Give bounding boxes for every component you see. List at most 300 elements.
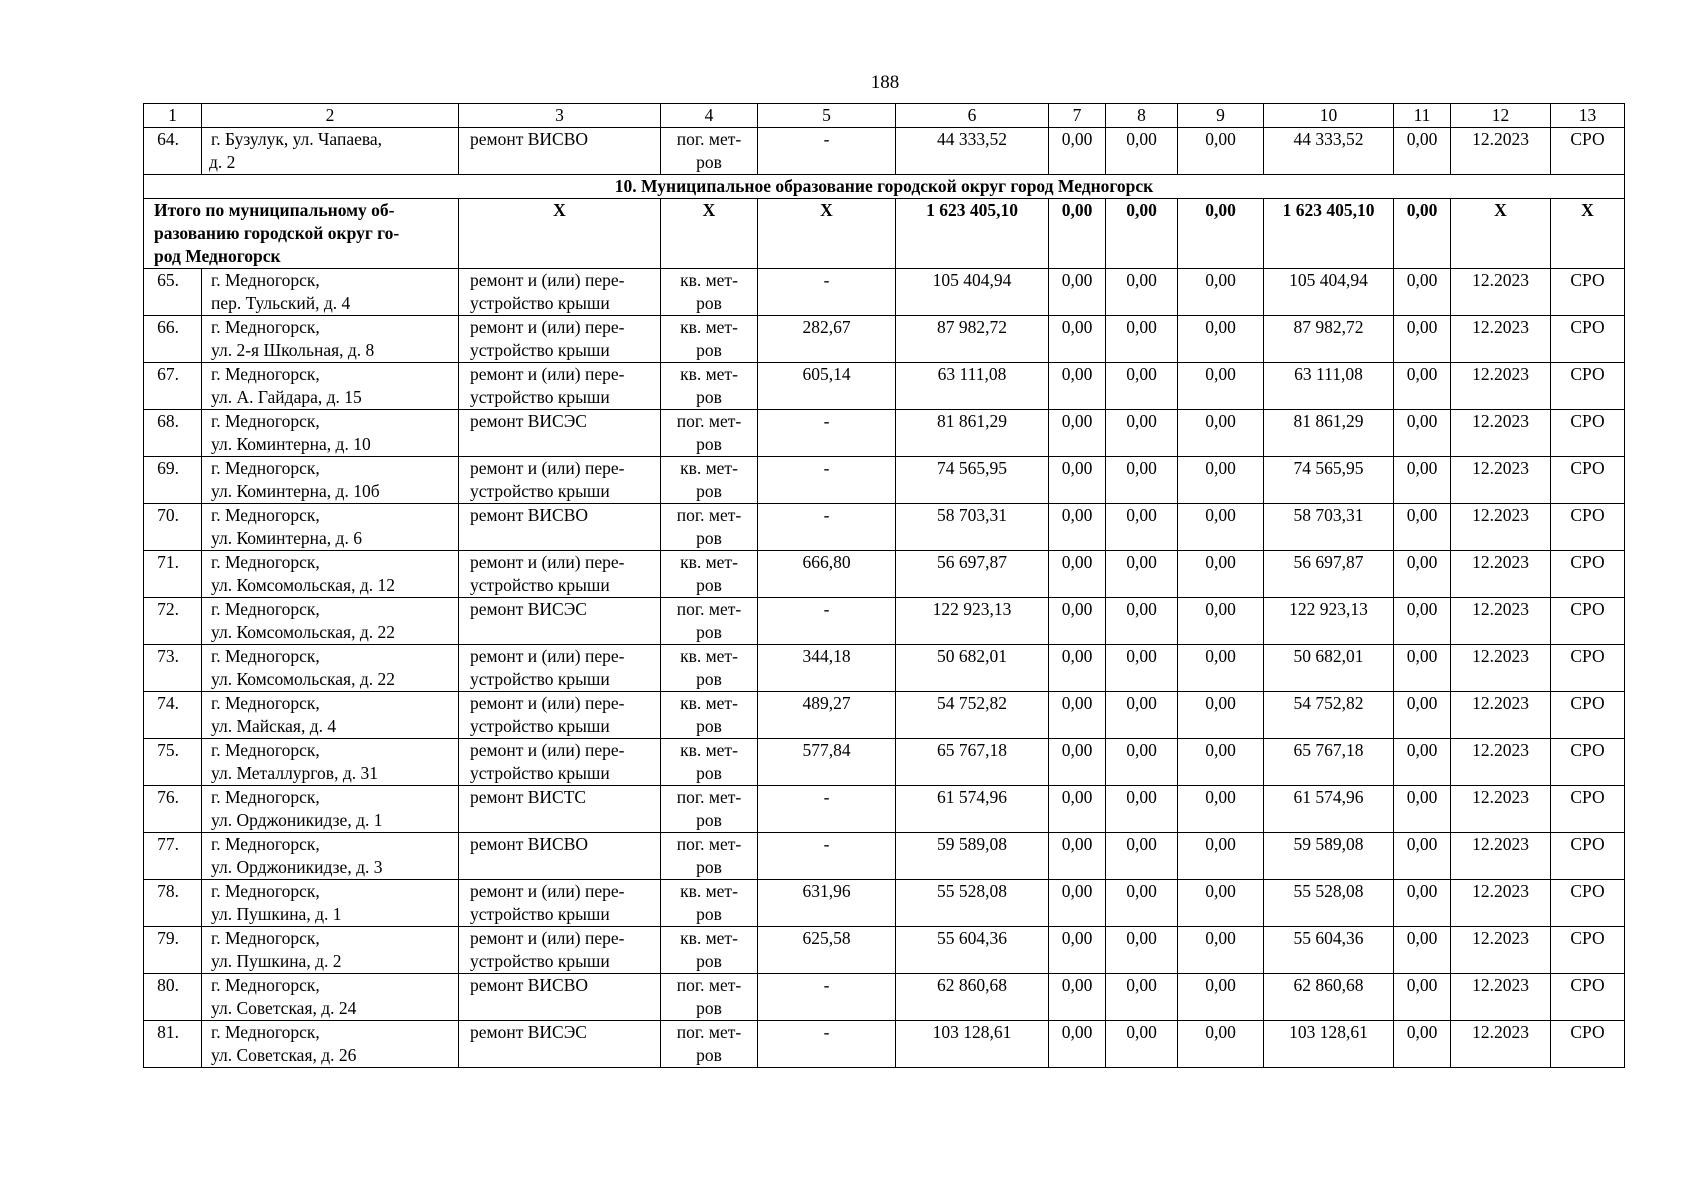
address-cell — [202, 739, 459, 786]
method-cell: СРО — [1551, 504, 1625, 551]
unit-cell — [661, 410, 758, 457]
value-cell: 0,00 — [1394, 833, 1451, 880]
row-number: 65. — [144, 269, 202, 316]
value-cell: 0,00 — [1049, 974, 1106, 1021]
method-cell: СРО — [1551, 786, 1625, 833]
total-label-line-1: Итого по муниципальному об- — [154, 200, 395, 220]
value-cell: 0,00 — [1049, 1021, 1106, 1068]
column-number-row — [144, 104, 1625, 128]
unit-line-2: ров — [696, 716, 722, 736]
row-number: 67. — [144, 363, 202, 410]
address-cell — [202, 786, 459, 833]
value-cell: 0,00 — [1106, 269, 1178, 316]
unit-line-2: ров — [696, 434, 722, 454]
method-cell: СРО — [1551, 457, 1625, 504]
method-cell: СРО — [1551, 316, 1625, 363]
method-cell: СРО — [1551, 692, 1625, 739]
work-type-line-2: устройство крыши — [470, 387, 610, 407]
value-cell: 0,00 — [1178, 833, 1264, 880]
work-type-cell — [459, 692, 661, 739]
work-type-line-1: ремонт и (или) пере- — [470, 740, 625, 760]
volume-cell: 489,27 — [758, 692, 896, 739]
work-type-line-1: ремонт и (или) пере- — [470, 317, 625, 337]
unit-line-1: пог. мет- — [676, 975, 742, 995]
value-cell: 0,00 — [1178, 1021, 1264, 1068]
value-cell: 0,00 — [1049, 880, 1106, 927]
volume-cell: 282,67 — [758, 316, 896, 363]
page-number: 188 — [870, 72, 900, 93]
value-cell: 0,00 — [1394, 128, 1451, 175]
total-cost-cell: 103 128,61 — [896, 1021, 1049, 1068]
value-cell: 0,00 — [1178, 504, 1264, 551]
value-cell: 0,00 — [1394, 927, 1451, 974]
address-line-1: г. Медногорск, — [211, 928, 320, 948]
owner-funds-cell: 63 111,08 — [1264, 363, 1394, 410]
address-line-1: г. Медногорск, — [211, 787, 320, 807]
column-number: 6 — [896, 104, 1049, 128]
address-cell — [202, 645, 459, 692]
total-label — [144, 199, 459, 269]
column-number: 11 — [1394, 104, 1451, 128]
unit-line-1: пог. мет- — [676, 1022, 742, 1042]
work-type-cell — [459, 410, 661, 457]
value-cell: 0,00 — [1394, 974, 1451, 1021]
row-number: 81. — [144, 1021, 202, 1068]
unit-line-2: ров — [696, 575, 722, 595]
unit-cell — [661, 739, 758, 786]
section-title: 10. Муниципальное образование городской округ город Медногорск — [144, 175, 1625, 199]
value-cell: 0,00 — [1106, 363, 1178, 410]
unit-line-2: ров — [696, 481, 722, 501]
method-cell: СРО — [1551, 1021, 1625, 1068]
unit-cell — [661, 880, 758, 927]
work-type-line-1: ремонт и (или) пере- — [470, 552, 625, 572]
deadline-cell: 12.2023 — [1451, 457, 1551, 504]
deadline-cell: 12.2023 — [1451, 269, 1551, 316]
deadline-cell: 12.2023 — [1451, 363, 1551, 410]
work-type-cell — [459, 880, 661, 927]
method-cell: СРО — [1551, 880, 1625, 927]
total-cost-cell: 56 697,87 — [896, 551, 1049, 598]
address-line-2: ул. Коминтерна, д. 10 — [211, 434, 371, 454]
address-line-2: ул. Орджоникидзе, д. 3 — [211, 857, 383, 877]
address-line-2: ул. Советская, д. 24 — [211, 998, 357, 1018]
address-line-2: ул. Пушкина, д. 1 — [211, 904, 342, 924]
value-cell: 0,00 — [1178, 880, 1264, 927]
address-line-1: г. Медногорск, — [211, 740, 320, 760]
value-cell: 0,00 — [1049, 457, 1106, 504]
row-number: 68. — [144, 410, 202, 457]
table-row — [144, 316, 1625, 363]
volume-cell: - — [758, 457, 896, 504]
address-cell — [202, 598, 459, 645]
owner-funds-cell: 56 697,87 — [1264, 551, 1394, 598]
total-cost-cell: 65 767,18 — [896, 739, 1049, 786]
address-cell — [202, 504, 459, 551]
work-type-line-1: ремонт ВИСТС — [470, 787, 587, 807]
total-value: 0,00 — [1178, 199, 1264, 269]
work-type-cell — [459, 739, 661, 786]
total-cost-cell: 105 404,94 — [896, 269, 1049, 316]
unit-cell — [661, 128, 758, 175]
deadline-cell: 12.2023 — [1451, 316, 1551, 363]
deadline-cell: 12.2023 — [1451, 833, 1551, 880]
unit-line-1: кв. мет- — [680, 693, 738, 713]
value-cell: 0,00 — [1106, 128, 1178, 175]
table-row — [144, 457, 1625, 504]
work-type-line-1: ремонт ВИСВО — [470, 129, 589, 149]
row-number: 76. — [144, 786, 202, 833]
address-line-2: ул. Коминтерна, д. 6 — [211, 528, 362, 548]
value-cell: 0,00 — [1049, 927, 1106, 974]
work-type-cell — [459, 363, 661, 410]
address-cell — [202, 927, 459, 974]
value-cell: 0,00 — [1106, 974, 1178, 1021]
unit-line-2: ров — [696, 998, 722, 1018]
address-cell — [202, 880, 459, 927]
unit-line-2: ров — [696, 622, 722, 642]
total-value: X — [1551, 199, 1625, 269]
work-type-line-2: устройство крыши — [470, 340, 610, 360]
address-line-1: г. Медногорск, — [211, 693, 320, 713]
value-cell: 0,00 — [1394, 551, 1451, 598]
unit-cell — [661, 598, 758, 645]
unit-line-1: кв. мет- — [680, 317, 738, 337]
deadline-cell: 12.2023 — [1451, 410, 1551, 457]
address-line-2: пер. Тульский, д. 4 — [211, 293, 351, 313]
work-type-line-1: ремонт ВИСВО — [470, 505, 589, 525]
total-cost-cell: 59 589,08 — [896, 833, 1049, 880]
deadline-cell: 12.2023 — [1451, 504, 1551, 551]
column-number: 4 — [661, 104, 758, 128]
value-cell: 0,00 — [1394, 786, 1451, 833]
work-type-line-2: устройство крыши — [470, 763, 610, 783]
address-line-1: г. Медногорск, — [211, 599, 320, 619]
unit-line-1: пог. мет- — [676, 505, 742, 525]
value-cell: 0,00 — [1394, 739, 1451, 786]
value-cell: 0,00 — [1049, 128, 1106, 175]
table-row — [144, 786, 1625, 833]
address-line-1: г. Медногорск, — [211, 505, 320, 525]
work-type-cell — [459, 786, 661, 833]
address-line-1: г. Медногорск, — [211, 1022, 320, 1042]
total-value: X — [758, 199, 896, 269]
total-cost-cell: 74 565,95 — [896, 457, 1049, 504]
work-type-line-1: ремонт ВИСЭС — [470, 411, 587, 431]
unit-line-2: ров — [696, 904, 722, 924]
value-cell: 0,00 — [1178, 692, 1264, 739]
deadline-cell: 12.2023 — [1451, 551, 1551, 598]
column-number: 5 — [758, 104, 896, 128]
address-line-1: г. Медногорск, — [211, 975, 320, 995]
address-cell — [202, 457, 459, 504]
work-type-cell — [459, 457, 661, 504]
value-cell: 0,00 — [1394, 316, 1451, 363]
address-cell — [202, 692, 459, 739]
value-cell: 0,00 — [1178, 410, 1264, 457]
value-cell: 0,00 — [1049, 551, 1106, 598]
method-cell: СРО — [1551, 739, 1625, 786]
owner-funds-cell: 62 860,68 — [1264, 974, 1394, 1021]
total-cost-cell: 81 861,29 — [896, 410, 1049, 457]
work-type-cell — [459, 598, 661, 645]
value-cell: 0,00 — [1049, 504, 1106, 551]
owner-funds-cell: 87 982,72 — [1264, 316, 1394, 363]
method-cell: СРО — [1551, 269, 1625, 316]
value-cell: 0,00 — [1178, 739, 1264, 786]
volume-cell: - — [758, 269, 896, 316]
unit-cell — [661, 927, 758, 974]
unit-cell — [661, 504, 758, 551]
value-cell: 0,00 — [1178, 645, 1264, 692]
value-cell: 0,00 — [1394, 504, 1451, 551]
value-cell: 0,00 — [1106, 504, 1178, 551]
method-cell: СРО — [1551, 974, 1625, 1021]
row-number: 77. — [144, 833, 202, 880]
volume-cell: - — [758, 1021, 896, 1068]
value-cell: 0,00 — [1049, 833, 1106, 880]
table-row — [144, 645, 1625, 692]
volume-cell: - — [758, 974, 896, 1021]
total-cost-cell: 62 860,68 — [896, 974, 1049, 1021]
value-cell: 0,00 — [1049, 598, 1106, 645]
value-cell: 0,00 — [1394, 692, 1451, 739]
work-type-cell — [459, 551, 661, 598]
deadline-cell: 12.2023 — [1451, 128, 1551, 175]
work-type-cell — [459, 269, 661, 316]
table-row — [144, 927, 1625, 974]
unit-cell — [661, 974, 758, 1021]
value-cell: 0,00 — [1178, 786, 1264, 833]
value-cell: 0,00 — [1178, 128, 1264, 175]
deadline-cell: 12.2023 — [1451, 692, 1551, 739]
value-cell: 0,00 — [1178, 927, 1264, 974]
method-cell: СРО — [1551, 128, 1625, 175]
unit-line-2: ров — [696, 340, 722, 360]
method-cell: СРО — [1551, 551, 1625, 598]
address-line-1: г. Медногорск, — [211, 317, 320, 337]
address-cell — [202, 316, 459, 363]
unit-line-2: ров — [696, 1045, 722, 1065]
table-row — [144, 269, 1625, 316]
address-line-2: ул. Комсомольская, д. 22 — [211, 622, 395, 642]
work-type-line-1: ремонт ВИСЭС — [470, 1022, 587, 1042]
value-cell: 0,00 — [1394, 457, 1451, 504]
row-number: 73. — [144, 645, 202, 692]
address-line-1: г. Медногорск, — [211, 552, 320, 572]
volume-cell: 631,96 — [758, 880, 896, 927]
table-row — [144, 974, 1625, 1021]
address-line-1: г. Медногорск, — [211, 411, 320, 431]
owner-funds-cell: 58 703,31 — [1264, 504, 1394, 551]
address-line-2: ул. Орджоникидзе, д. 1 — [211, 810, 383, 830]
value-cell: 0,00 — [1106, 880, 1178, 927]
volume-cell: - — [758, 128, 896, 175]
value-cell: 0,00 — [1178, 457, 1264, 504]
deadline-cell: 12.2023 — [1451, 974, 1551, 1021]
method-cell: СРО — [1551, 833, 1625, 880]
value-cell: 0,00 — [1049, 786, 1106, 833]
volume-cell: - — [758, 833, 896, 880]
value-cell: 0,00 — [1106, 645, 1178, 692]
total-value: 0,00 — [1394, 199, 1451, 269]
row-number: 72. — [144, 598, 202, 645]
total-owner-funds-sum: 1 623 405,10 — [1264, 199, 1394, 269]
value-cell: 0,00 — [1106, 927, 1178, 974]
unit-line-1: пог. мет- — [676, 599, 742, 619]
unit-line-2: ров — [696, 669, 722, 689]
table-row — [144, 833, 1625, 880]
owner-funds-cell: 61 574,96 — [1264, 786, 1394, 833]
unit-line-1: пог. мет- — [676, 411, 742, 431]
table-row — [144, 692, 1625, 739]
volume-cell: 577,84 — [758, 739, 896, 786]
value-cell: 0,00 — [1178, 551, 1264, 598]
work-type-cell — [459, 128, 661, 175]
column-number: 8 — [1106, 104, 1178, 128]
total-cost-cell: 54 752,82 — [896, 692, 1049, 739]
method-cell: СРО — [1551, 927, 1625, 974]
row-number: 66. — [144, 316, 202, 363]
unit-line-2: ров — [696, 387, 722, 407]
value-cell: 0,00 — [1394, 269, 1451, 316]
owner-funds-cell: 81 861,29 — [1264, 410, 1394, 457]
unit-cell — [661, 786, 758, 833]
unit-line-1: кв. мет- — [680, 646, 738, 666]
unit-cell — [661, 269, 758, 316]
address-cell — [202, 128, 459, 175]
work-type-line-2: устройство крыши — [470, 904, 610, 924]
work-type-line-1: ремонт и (или) пере- — [470, 646, 625, 666]
table-row — [144, 1021, 1625, 1068]
total-label-line-3: род Медногорск — [154, 246, 281, 266]
unit-line-1: кв. мет- — [680, 740, 738, 760]
method-cell: СРО — [1551, 645, 1625, 692]
total-row — [144, 199, 1625, 269]
address-line-1: г. Медногорск, — [211, 458, 320, 478]
row-number: 64. — [144, 128, 202, 175]
unit-cell — [661, 645, 758, 692]
work-type-line-2: устройство крыши — [470, 669, 610, 689]
address-cell — [202, 363, 459, 410]
value-cell: 0,00 — [1106, 739, 1178, 786]
total-value: 0,00 — [1049, 199, 1106, 269]
owner-funds-cell: 105 404,94 — [1264, 269, 1394, 316]
address-line-2: ул. Пушкина, д. 2 — [211, 951, 342, 971]
work-type-line-1: ремонт ВИСВО — [470, 975, 589, 995]
value-cell: 0,00 — [1106, 1021, 1178, 1068]
work-type-line-1: ремонт и (или) пере- — [470, 364, 625, 384]
table-row — [144, 739, 1625, 786]
address-line-1: г. Медногорск, — [211, 270, 320, 290]
value-cell: 0,00 — [1049, 410, 1106, 457]
value-cell: 0,00 — [1178, 316, 1264, 363]
address-cell — [202, 974, 459, 1021]
total-cost-cell: 63 111,08 — [896, 363, 1049, 410]
unit-line-1: кв. мет- — [680, 881, 738, 901]
value-cell: 0,00 — [1049, 363, 1106, 410]
deadline-cell: 12.2023 — [1451, 786, 1551, 833]
table-row — [144, 880, 1625, 927]
unit-line-1: пог. мет- — [676, 787, 742, 807]
address-line-2: ул. Коминтерна, д. 10б — [211, 481, 380, 501]
unit-line-1: кв. мет- — [680, 552, 738, 572]
unit-line-1: кв. мет- — [680, 458, 738, 478]
address-line-2: ул. Комсомольская, д. 12 — [211, 575, 395, 595]
value-cell: 0,00 — [1394, 645, 1451, 692]
value-cell: 0,00 — [1106, 598, 1178, 645]
address-line-1: г. Медногорск, — [211, 364, 320, 384]
value-cell: 0,00 — [1106, 316, 1178, 363]
column-number: 9 — [1178, 104, 1264, 128]
address-line-2: ул. Советская, д. 26 — [211, 1045, 357, 1065]
table-row — [144, 410, 1625, 457]
value-cell: 0,00 — [1178, 598, 1264, 645]
unit-cell — [661, 457, 758, 504]
work-type-cell — [459, 833, 661, 880]
total-label-line-2: разованию городской округ го- — [154, 223, 400, 243]
volume-cell: - — [758, 504, 896, 551]
deadline-cell: 12.2023 — [1451, 1021, 1551, 1068]
value-cell: 0,00 — [1178, 974, 1264, 1021]
deadline-cell: 12.2023 — [1451, 598, 1551, 645]
owner-funds-cell: 59 589,08 — [1264, 833, 1394, 880]
row-number: 71. — [144, 551, 202, 598]
owner-funds-cell: 55 604,36 — [1264, 927, 1394, 974]
unit-line-2: ров — [696, 763, 722, 783]
work-type-line-2: устройство крыши — [470, 481, 610, 501]
work-type-line-1: ремонт и (или) пере- — [470, 693, 625, 713]
total-cost-cell: 58 703,31 — [896, 504, 1049, 551]
owner-funds-cell: 74 565,95 — [1264, 457, 1394, 504]
work-type-line-2: устройство крыши — [470, 293, 610, 313]
volume-cell: - — [758, 598, 896, 645]
address-line-1: г. Медногорск, — [211, 646, 320, 666]
row-number: 75. — [144, 739, 202, 786]
total-value: X — [459, 199, 661, 269]
deadline-cell: 12.2023 — [1451, 739, 1551, 786]
work-type-line-1: ремонт и (или) пере- — [470, 928, 625, 948]
volume-cell: 344,18 — [758, 645, 896, 692]
work-type-line-2: устройство крыши — [470, 575, 610, 595]
unit-line-1: пог. мет- — [676, 834, 742, 854]
address-cell — [202, 833, 459, 880]
unit-line-1: кв. мет- — [680, 928, 738, 948]
row-number: 70. — [144, 504, 202, 551]
owner-funds-cell: 55 528,08 — [1264, 880, 1394, 927]
value-cell: 0,00 — [1049, 316, 1106, 363]
column-number: 1 — [144, 104, 202, 128]
total-cost-sum: 1 623 405,10 — [896, 199, 1049, 269]
row-number: 80. — [144, 974, 202, 1021]
value-cell: 0,00 — [1394, 410, 1451, 457]
unit-cell — [661, 551, 758, 598]
value-cell: 0,00 — [1106, 833, 1178, 880]
column-number: 12 — [1451, 104, 1551, 128]
work-type-line-2: устройство крыши — [470, 716, 610, 736]
volume-cell: 605,14 — [758, 363, 896, 410]
value-cell: 0,00 — [1049, 692, 1106, 739]
work-type-cell — [459, 645, 661, 692]
work-type-line-2: устройство крыши — [470, 951, 610, 971]
value-cell: 0,00 — [1106, 410, 1178, 457]
address-line-2: ул. Комсомольская, д. 22 — [211, 669, 395, 689]
table-row — [144, 598, 1625, 645]
section-row — [144, 175, 1625, 199]
unit-line-2: ров — [696, 951, 722, 971]
table-row — [144, 504, 1625, 551]
table-row — [144, 551, 1625, 598]
